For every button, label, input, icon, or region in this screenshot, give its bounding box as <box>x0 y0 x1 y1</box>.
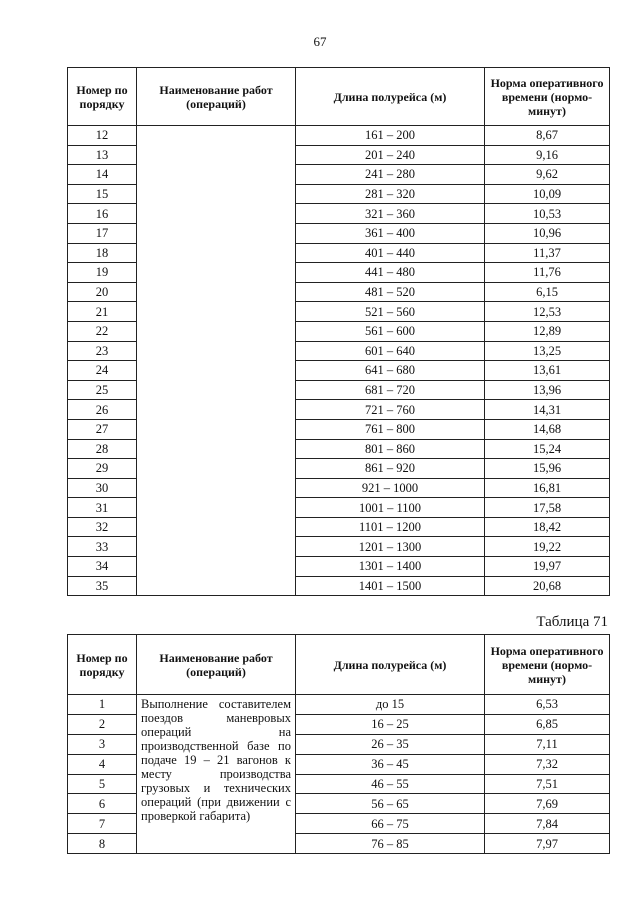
length-cell: 921 – 1000 <box>296 478 485 498</box>
row-number-cell: 28 <box>68 439 137 459</box>
length-cell: 16 – 25 <box>296 714 485 734</box>
length-cell: 1301 – 1400 <box>296 557 485 577</box>
length-cell: 361 – 400 <box>296 223 485 243</box>
length-cell: 641 – 680 <box>296 361 485 381</box>
table-header-row <box>68 635 610 695</box>
row-number-cell: 23 <box>68 341 137 361</box>
length-cell: 26 – 35 <box>296 734 485 754</box>
header-num: Номер по порядку <box>68 635 137 695</box>
norm-cell: 19,97 <box>485 557 610 577</box>
header-num: Номер по порядку <box>68 68 137 126</box>
length-cell: 1101 – 1200 <box>296 517 485 537</box>
norm-cell: 7,69 <box>485 794 610 814</box>
norm-cell: 15,96 <box>485 459 610 479</box>
row-number-cell: 26 <box>68 400 137 420</box>
length-cell: 801 – 860 <box>296 439 485 459</box>
norm-cell: 12,53 <box>485 302 610 322</box>
norm-cell: 12,89 <box>485 321 610 341</box>
operation-name-cell <box>137 126 296 596</box>
operation-name-cell: Выполнение составителем поездов маневровых операций на производственной базе по подаче 19 – 21 вагонов к месту производства грузовых и технических операций (при движении с проверкой габарита) <box>137 695 296 854</box>
row-number-cell: 5 <box>68 774 137 794</box>
row-number-cell: 15 <box>68 184 137 204</box>
row-number-cell: 12 <box>68 126 137 146</box>
norm-cell: 13,25 <box>485 341 610 361</box>
length-cell: 1001 – 1100 <box>296 498 485 518</box>
row-number-cell: 33 <box>68 537 137 557</box>
length-cell: 281 – 320 <box>296 184 485 204</box>
row-number-cell: 4 <box>68 754 137 774</box>
length-cell: 1401 – 1500 <box>296 576 485 596</box>
norm-cell: 20,68 <box>485 576 610 596</box>
norm-cell: 9,16 <box>485 145 610 165</box>
norm-cell: 6,85 <box>485 714 610 734</box>
length-cell: до 15 <box>296 695 485 715</box>
row-number-cell: 25 <box>68 380 137 400</box>
row-number-cell: 22 <box>68 321 137 341</box>
row-number-cell: 29 <box>68 459 137 479</box>
norm-cell: 14,68 <box>485 419 610 439</box>
norm-cell: 7,97 <box>485 834 610 854</box>
row-number-cell: 21 <box>68 302 137 322</box>
norm-cell: 13,61 <box>485 361 610 381</box>
norm-table-71 <box>67 634 610 854</box>
row-number-cell: 14 <box>68 165 137 185</box>
length-cell: 721 – 760 <box>296 400 485 420</box>
row-number-cell: 24 <box>68 361 137 381</box>
table-row <box>68 126 610 146</box>
table-header-row <box>68 68 610 126</box>
header-length: Длина полурейса (м) <box>296 68 485 126</box>
length-cell: 76 – 85 <box>296 834 485 854</box>
norm-cell: 7,32 <box>485 754 610 774</box>
row-number-cell: 7 <box>68 814 137 834</box>
norm-cell: 18,42 <box>485 517 610 537</box>
row-number-cell: 1 <box>68 695 137 715</box>
row-number-cell: 18 <box>68 243 137 263</box>
length-cell: 241 – 280 <box>296 165 485 185</box>
row-number-cell: 32 <box>68 517 137 537</box>
length-cell: 1201 – 1300 <box>296 537 485 557</box>
header-norm: Норма оперативного времени (нормо-минут) <box>485 635 610 695</box>
norm-cell: 11,76 <box>485 263 610 283</box>
table-caption: Таблица 71 <box>536 614 608 630</box>
length-cell: 201 – 240 <box>296 145 485 165</box>
length-cell: 681 – 720 <box>296 380 485 400</box>
table-row <box>68 695 610 715</box>
norm-cell: 19,22 <box>485 537 610 557</box>
row-number-cell: 2 <box>68 714 137 734</box>
row-number-cell: 6 <box>68 794 137 814</box>
length-cell: 161 – 200 <box>296 126 485 146</box>
norm-cell: 7,51 <box>485 774 610 794</box>
length-cell: 481 – 520 <box>296 282 485 302</box>
row-number-cell: 20 <box>68 282 137 302</box>
norm-cell: 9,62 <box>485 165 610 185</box>
length-cell: 441 – 480 <box>296 263 485 283</box>
norm-cell: 14,31 <box>485 400 610 420</box>
norm-table-continued <box>67 67 610 596</box>
row-number-cell: 8 <box>68 834 137 854</box>
length-cell: 521 – 560 <box>296 302 485 322</box>
norm-cell: 11,37 <box>485 243 610 263</box>
norm-cell: 10,96 <box>485 223 610 243</box>
length-cell: 321 – 360 <box>296 204 485 224</box>
row-number-cell: 13 <box>68 145 137 165</box>
row-number-cell: 16 <box>68 204 137 224</box>
row-number-cell: 17 <box>68 223 137 243</box>
norm-cell: 13,96 <box>485 380 610 400</box>
length-cell: 56 – 65 <box>296 794 485 814</box>
norm-cell: 8,67 <box>485 126 610 146</box>
norm-cell: 6,53 <box>485 695 610 715</box>
row-number-cell: 19 <box>68 263 137 283</box>
row-number-cell: 35 <box>68 576 137 596</box>
length-cell: 761 – 800 <box>296 419 485 439</box>
length-cell: 601 – 640 <box>296 341 485 361</box>
length-cell: 561 – 600 <box>296 321 485 341</box>
row-number-cell: 34 <box>68 557 137 577</box>
header-name: Наименование работ (операций) <box>137 635 296 695</box>
norm-cell: 16,81 <box>485 478 610 498</box>
row-number-cell: 31 <box>68 498 137 518</box>
norm-cell: 6,15 <box>485 282 610 302</box>
norm-cell: 10,09 <box>485 184 610 204</box>
norm-cell: 7,11 <box>485 734 610 754</box>
length-cell: 46 – 55 <box>296 774 485 794</box>
norm-cell: 10,53 <box>485 204 610 224</box>
norm-cell: 7,84 <box>485 814 610 834</box>
row-number-cell: 3 <box>68 734 137 754</box>
header-name: Наименование работ (операций) <box>137 68 296 126</box>
header-length: Длина полурейса (м) <box>296 635 485 695</box>
page-number: 67 <box>313 34 327 49</box>
row-number-cell: 27 <box>68 419 137 439</box>
length-cell: 861 – 920 <box>296 459 485 479</box>
row-number-cell: 30 <box>68 478 137 498</box>
length-cell: 66 – 75 <box>296 814 485 834</box>
norm-cell: 15,24 <box>485 439 610 459</box>
length-cell: 36 – 45 <box>296 754 485 774</box>
length-cell: 401 – 440 <box>296 243 485 263</box>
norm-cell: 17,58 <box>485 498 610 518</box>
header-norm: Норма оперативного времени (нормо-минут) <box>485 68 610 126</box>
